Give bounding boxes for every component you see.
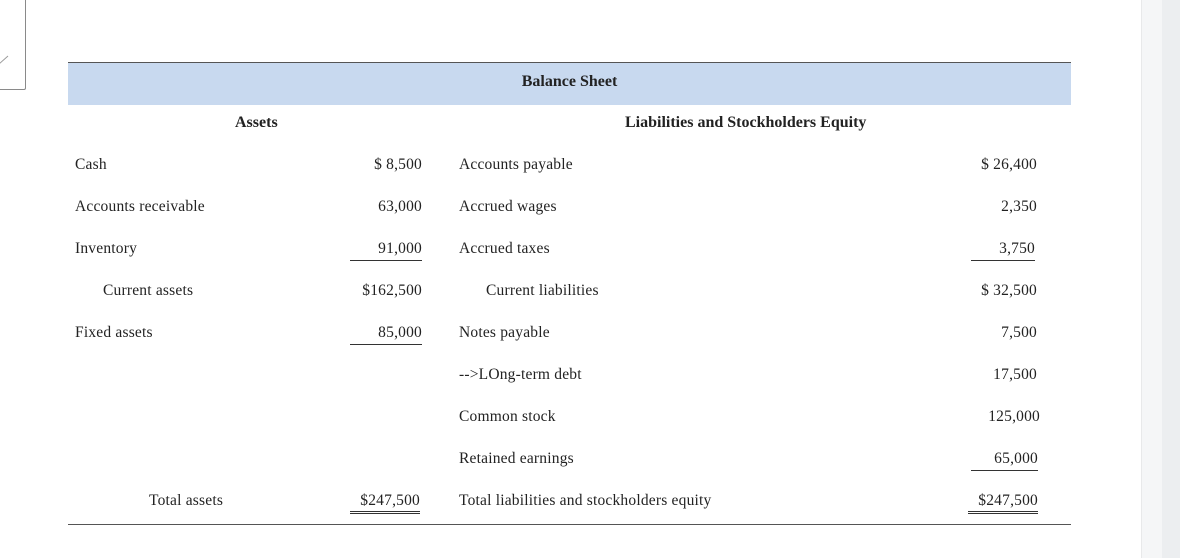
- asset-label: Accounts receivable: [75, 198, 205, 215]
- liability-value: 125,000: [988, 408, 1040, 425]
- liability-value: $ 32,500: [981, 282, 1037, 299]
- asset-value: $ 8,500: [374, 156, 422, 173]
- asset-value: 85,000: [350, 323, 422, 345]
- liability-label: Current liabilities: [486, 282, 599, 299]
- table-row: [68, 239, 1071, 281]
- table-row: [68, 323, 1071, 365]
- liability-value: 17,500: [993, 366, 1037, 383]
- liability-value: $247,500: [968, 491, 1038, 514]
- bottom-rule: [68, 524, 1071, 525]
- table-row: [68, 155, 1071, 197]
- liability-label: Accrued taxes: [459, 240, 550, 257]
- liability-value: 7,500: [1001, 324, 1037, 341]
- liability-value: 65,000: [971, 449, 1038, 471]
- asset-label: Current assets: [103, 282, 194, 299]
- asset-label: Fixed assets: [75, 324, 153, 341]
- table-title: Balance Sheet: [521, 73, 618, 90]
- liability-label: Common stock: [459, 408, 556, 425]
- check-icon: [0, 52, 12, 66]
- liability-value: $ 26,400: [981, 156, 1037, 173]
- corner-panel: [0, 0, 26, 90]
- asset-value: 91,000: [350, 239, 422, 261]
- asset-value: $162,500: [362, 282, 422, 299]
- title-band: [68, 63, 1071, 105]
- table-row: [68, 407, 1071, 449]
- table-row: [68, 491, 1071, 533]
- liability-label: Notes payable: [459, 324, 550, 341]
- table-row: [68, 449, 1071, 491]
- asset-label: Total assets: [149, 492, 224, 509]
- assets-header: Assets: [235, 114, 278, 131]
- liability-label: Total liabilities and stockholders equity: [459, 492, 712, 509]
- liability-value: 3,750: [971, 239, 1035, 261]
- asset-label: Cash: [75, 156, 107, 173]
- asset-label: Inventory: [75, 240, 138, 257]
- liability-label: Retained earnings: [459, 450, 574, 467]
- liability-label: Accounts payable: [459, 156, 573, 173]
- asset-value: $247,500: [350, 491, 420, 514]
- liabilities-header: Liabilities and Stockholders Equity: [625, 114, 867, 131]
- asset-value: 63,000: [378, 198, 422, 215]
- table-row: [68, 281, 1071, 323]
- liability-label: Accrued wages: [459, 198, 557, 215]
- liability-label: -->LOng-term debt: [459, 366, 582, 383]
- liability-value: 2,350: [1001, 198, 1037, 215]
- scrollbar-track[interactable]: [1162, 0, 1180, 558]
- right-scroll-rail[interactable]: [1141, 0, 1180, 558]
- table-row: [68, 197, 1071, 239]
- table-row: [68, 365, 1071, 407]
